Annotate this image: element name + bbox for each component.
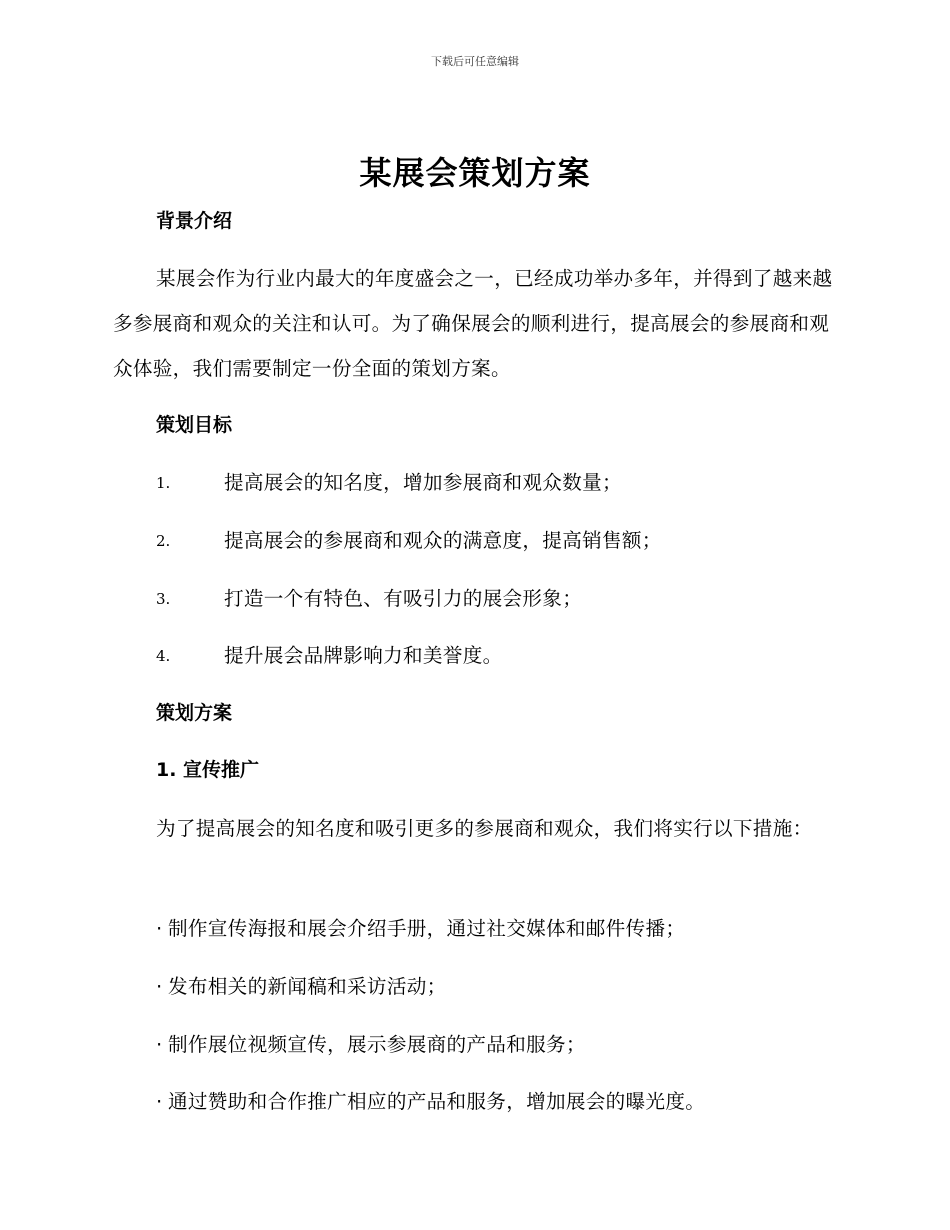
bullet-marker: · [156, 917, 163, 940]
promotion-bullet-item [156, 915, 836, 943]
subsection-heading-promotion: 1. 宣传推广 [156, 759, 260, 781]
bullet-marker: · [156, 1033, 163, 1056]
list-item-text: 提升展会品牌影响力和美誉度。 [224, 644, 503, 667]
goal-list-item [156, 642, 836, 670]
list-number: 4. [156, 647, 171, 665]
section-heading-goals: 策划目标 [156, 414, 233, 436]
bullet-text: 制作宣传海报和展会介绍手册，通过社交媒体和邮件传播； [168, 917, 686, 940]
page-header-note: 下载后可任意编辑 [431, 55, 519, 68]
list-item-text: 提高展会的参展商和观众的满意度，提高销售额； [224, 529, 662, 552]
promotion-bullet-item [156, 973, 836, 1001]
bullet-text: 制作展位视频宣传，展示参展商的产品和服务； [168, 1033, 586, 1056]
promotion-bullet-item [156, 1088, 836, 1116]
document-title: 某展会策划方案 [359, 154, 591, 192]
bullet-text: 发布相关的新闻稿和采访活动； [168, 975, 447, 998]
list-number: 2. [156, 532, 171, 550]
bullet-marker: · [156, 975, 163, 998]
list-number: 3. [156, 590, 171, 608]
list-number: 1. [156, 474, 171, 492]
bullet-marker: · [156, 1090, 163, 1113]
list-item-text: 提高展会的知名度，增加参展商和观众数量； [224, 471, 622, 494]
promotion-bullet-item [156, 1031, 836, 1059]
section-heading-plan: 策划方案 [156, 702, 233, 724]
goal-list-item [156, 527, 836, 555]
goal-list-item [156, 585, 836, 613]
background-paragraph: 某展会作为行业内最大的年度盛会之一，已经成功举办多年，并得到了越来越多参展商和观众的关注和认可。为了确保展会的顺利进行，提高展会的参展商和观众体验，我们需要制定一份全面的策划方案。 [113, 267, 833, 380]
bullet-text: 通过赞助和合作推广相应的产品和服务，增加展会的曝光度。 [168, 1090, 706, 1113]
promotion-intro-paragraph: 为了提高展会的知名度和吸引更多的参展商和观众，我们将实行以下措施： [156, 817, 813, 840]
list-item-text: 打造一个有特色、有吸引力的展会形象； [224, 587, 583, 610]
section-heading-background: 背景介绍 [156, 210, 233, 232]
goal-list-item [156, 469, 836, 497]
